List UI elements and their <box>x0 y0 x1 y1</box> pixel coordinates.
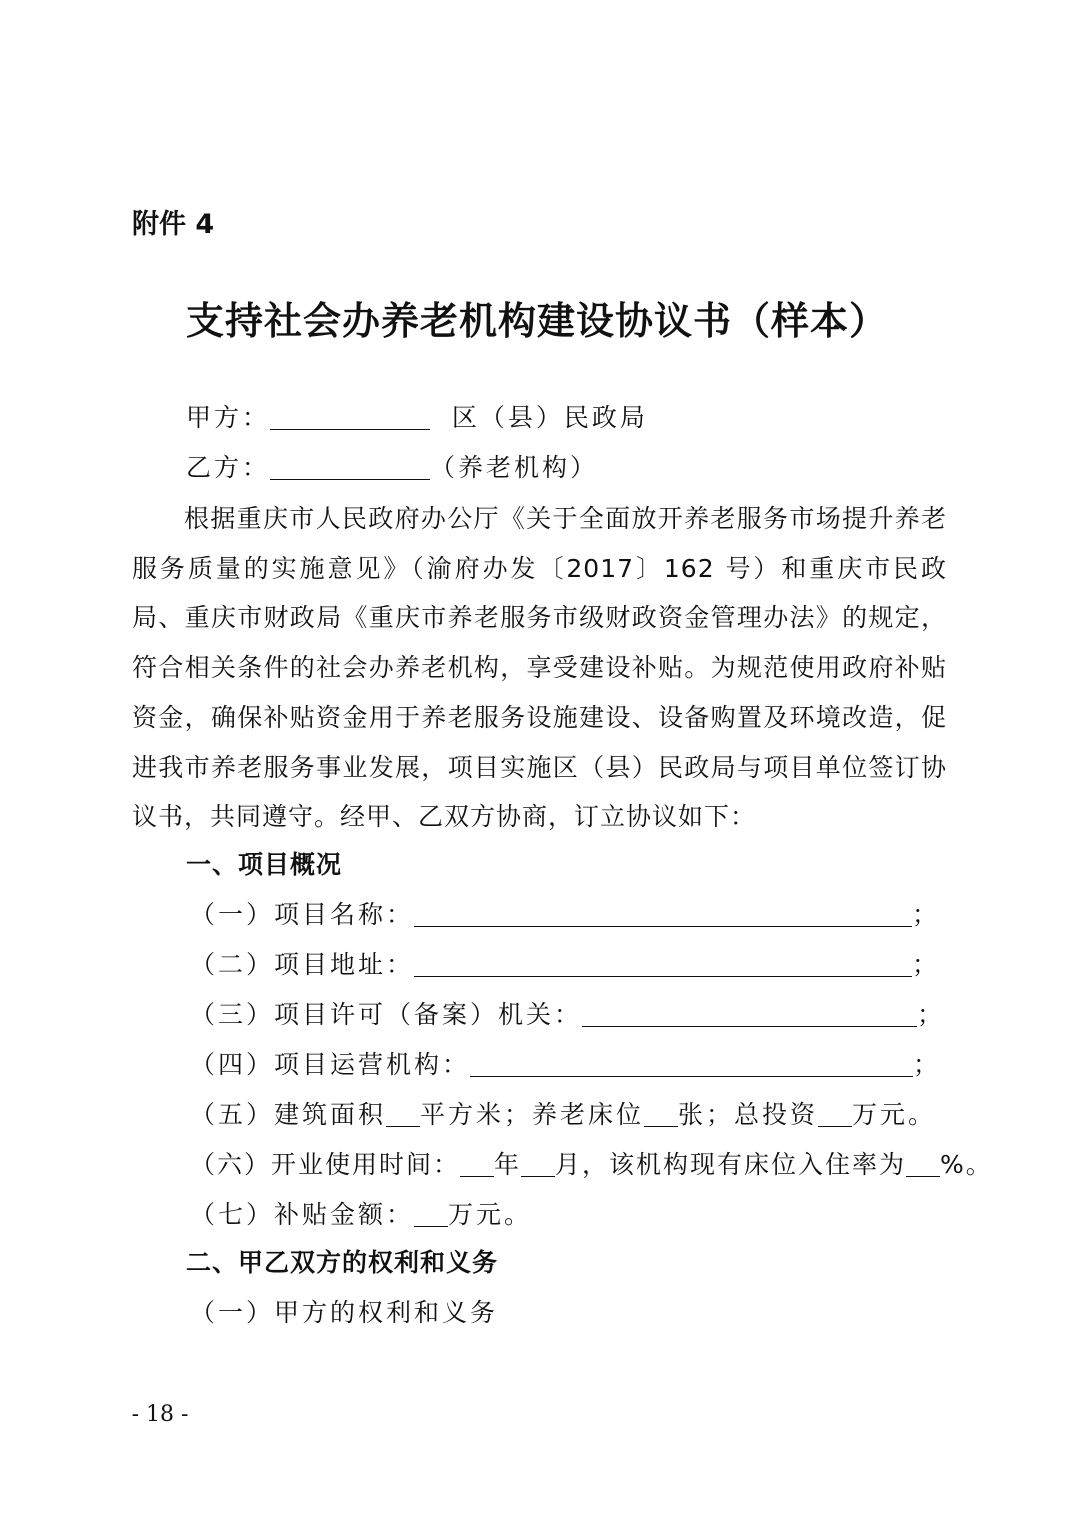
occupancy-blank[interactable] <box>906 1148 940 1177</box>
item2-line <box>190 940 940 990</box>
item2-label: （二）项目地址： <box>190 950 415 979</box>
item3-line <box>190 990 945 1040</box>
beds-blank[interactable] <box>644 1098 678 1127</box>
party-b-line <box>186 443 598 493</box>
investment-blank[interactable] <box>818 1098 852 1127</box>
item6-part2: 年 <box>494 1150 522 1179</box>
item4-end: ； <box>913 1050 942 1079</box>
item5-part2: 平方米；养老床位 <box>420 1100 645 1129</box>
item1-blank[interactable] <box>414 896 912 927</box>
party-a-label: 甲方： <box>186 403 271 432</box>
item6-part4: %。 <box>940 1150 993 1179</box>
party-a-blank[interactable] <box>270 399 430 430</box>
item7-part2: 万元。 <box>448 1200 533 1229</box>
item1-label: （一）项目名称： <box>190 900 415 929</box>
item6-line <box>190 1140 993 1190</box>
subsidy-blank[interactable] <box>414 1198 448 1227</box>
item5-part4: 万元。 <box>852 1100 937 1129</box>
party-b-label: 乙方： <box>186 453 271 482</box>
item1-line <box>190 890 940 940</box>
item7-part1: （七）补贴金额： <box>190 1200 415 1229</box>
item4-line <box>190 1040 941 1090</box>
document-title: 支持社会办养老机构建设协议书（样本） <box>185 298 888 343</box>
section2-sub1: （一）甲方的权利和义务 <box>190 1298 499 1327</box>
party-b-blank[interactable] <box>270 449 430 480</box>
item4-label: （四）项目运营机构： <box>190 1050 471 1079</box>
year-blank[interactable] <box>460 1148 494 1177</box>
area-blank[interactable] <box>386 1098 420 1127</box>
page-number: - 18 - <box>131 1402 189 1427</box>
annex-label: 附件 4 <box>132 209 215 240</box>
item5-part1: （五）建筑面积 <box>190 1100 387 1129</box>
party-b-suffix: （养老机构） <box>430 453 599 482</box>
item3-label: （三）项目许可（备案）机关： <box>190 1000 583 1029</box>
item2-blank[interactable] <box>414 946 912 977</box>
item6-part3: 月，该机构现有床位入住率为 <box>555 1150 907 1179</box>
item3-end: ； <box>917 1000 946 1029</box>
preamble-paragraph: 根据重庆市人民政府办公厅《关于全面放开养老服务市场提升养老服务质量的实施意见》（渝府办发〔2017〕162 号）和重庆市民政局、重庆市财政局《重庆市养老服务市级财政资金管理办法》的规定，符合相关条件的社会办养老机构，享受建设补贴。为规范使用政府补贴资金，确保补贴资金用于养老服务设施建设、设备购置及环境改造，促进我市养老服务事业发展，项目实施区（县）民政局与项目单位签订协议书，共同遵守。经甲、乙双方协商，订立协议如下： <box>132 504 947 832</box>
item3-blank[interactable] <box>582 996 917 1027</box>
item6-part1: （六）开业使用时间： <box>190 1150 461 1179</box>
item4-blank[interactable] <box>470 1046 913 1077</box>
month-blank[interactable] <box>521 1148 555 1177</box>
section1-heading: 一、项目概况 <box>186 850 343 879</box>
item5-part3: 张；总投资 <box>678 1100 819 1129</box>
item2-end: ； <box>912 950 941 979</box>
party-a-line <box>186 393 648 443</box>
item7-line <box>190 1190 532 1240</box>
section2-heading: 二、甲乙双方的权利和义务 <box>186 1248 499 1277</box>
item5-line <box>190 1090 936 1140</box>
party-a-suffix: 区（县）民政局 <box>451 403 648 432</box>
item1-end: ； <box>912 900 941 929</box>
